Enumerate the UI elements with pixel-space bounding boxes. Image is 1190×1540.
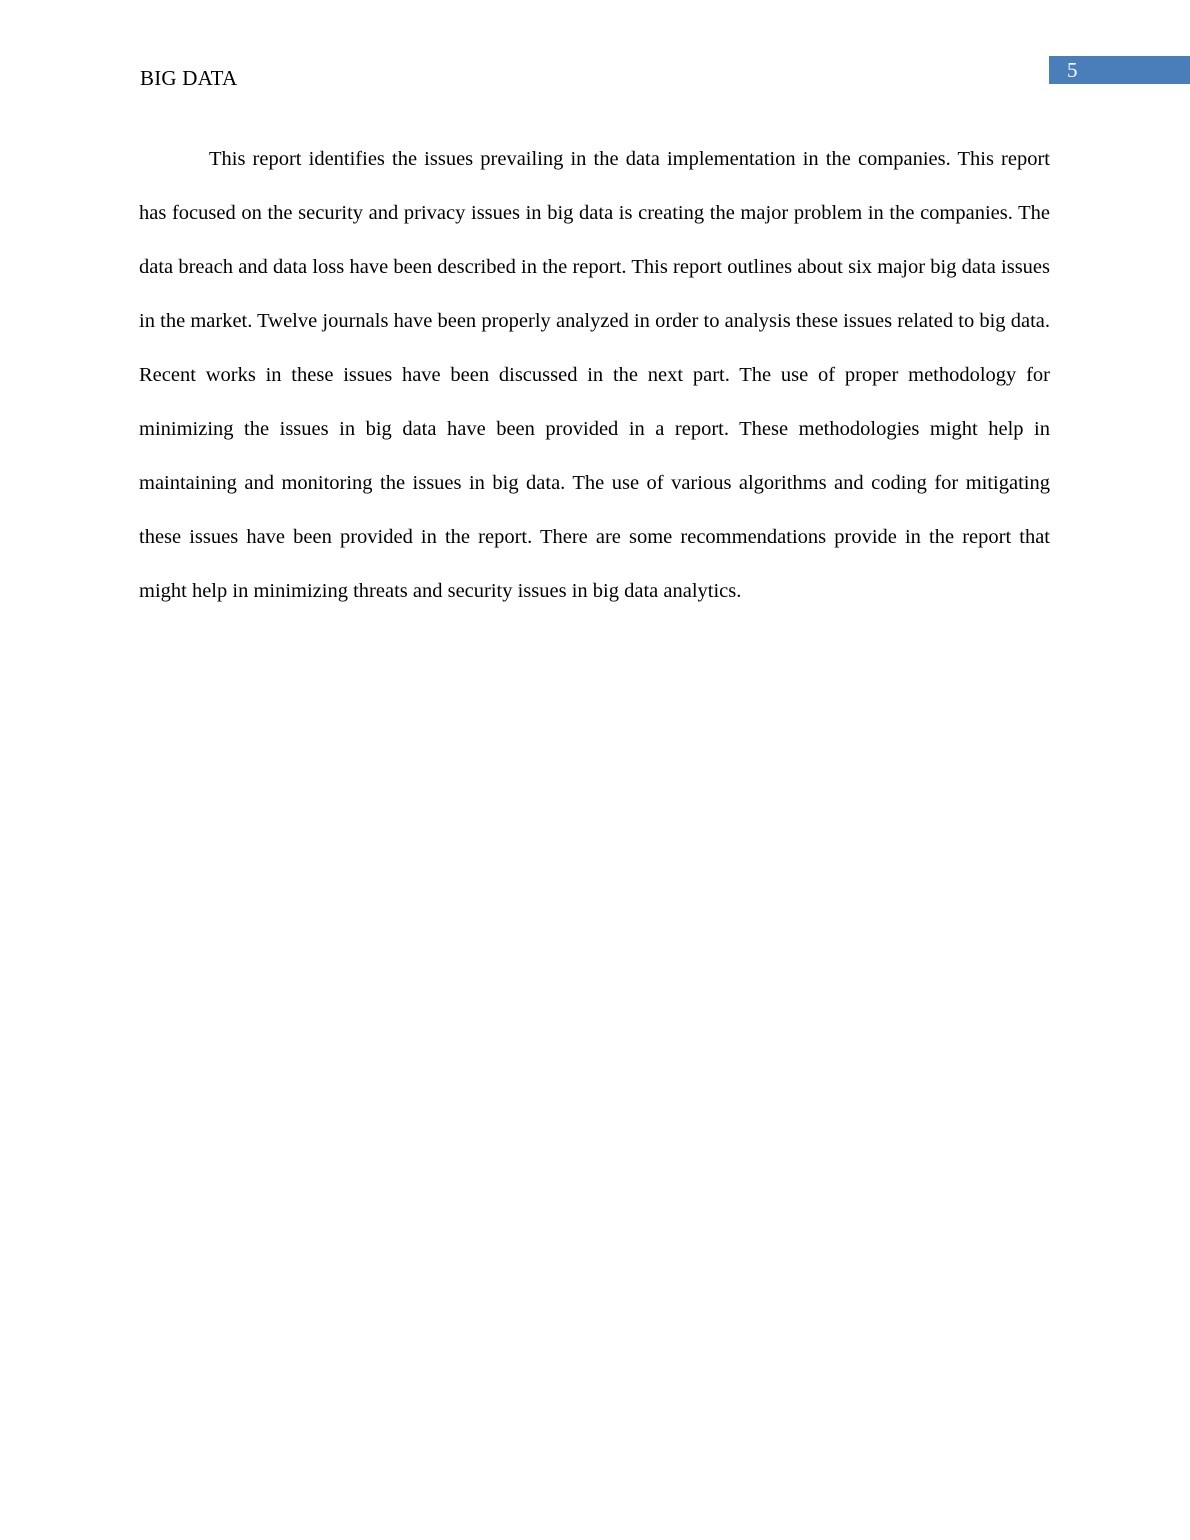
page-number: 5 <box>1067 58 1078 82</box>
document-body <box>139 132 1050 618</box>
body-paragraph: This report identifies the issues prevailing in the data implementation in the companies. This report has focused on the security and privacy issues in big data is creating the major problem in the companies. The data breach and data loss have been described in the report. This report outlines about six major big data issues in the market. Twelve journals have been properly analyzed in order to analysis these issues related to big data. Recent works in these issues have been discussed in the next part. The use of proper methodology for minimizing the issues in big data have been provided in a report. These methodologies might help in maintaining and monitoring the issues in big data. The use of various algorithms and coding for mitigating these issues have been provided in the report. There are some recommendations provide in the report that might help in minimizing threats and security issues in big data analytics. <box>139 148 1050 602</box>
running-head: BIG DATA <box>140 66 238 90</box>
page-header <box>0 0 1190 110</box>
page-number-banner <box>1049 56 1190 84</box>
